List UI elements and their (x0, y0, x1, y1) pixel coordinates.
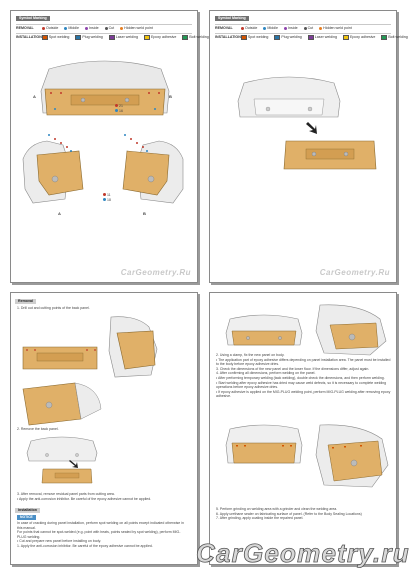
inside-marker-icon (284, 27, 287, 30)
removed-panel-illustration (41, 467, 93, 485)
install-step-2: 2. Using a clamp, fix the new panel on body. (216, 353, 285, 357)
count-marker-icon (103, 198, 106, 201)
hidden-weld-marker-icon (120, 27, 123, 30)
install-step-2a: • The application part of epoxy adhesive differs depending on panel installation area. The panel must be installed to the body before epoxy adhesive dries. (216, 357, 391, 367)
removal-step-2: 2. Remove the back panel. (17, 427, 59, 431)
notice-header: NOTICE (17, 515, 36, 520)
welded-side-illustration (300, 421, 390, 491)
legend-removal-label: REMOVAL (16, 26, 34, 30)
epoxy-marker-icon (343, 35, 349, 40)
bolt-weld-marker-icon (182, 35, 188, 40)
count-marker-icon (115, 109, 118, 112)
bolt-weld-marker-icon (381, 35, 387, 40)
count-marker-icon (103, 193, 106, 196)
installation-section-header: Installation (15, 508, 40, 513)
new-back-panel-illustration (282, 135, 378, 175)
install-step-4a: • After performing temporary welding (tack welding), double check the dimensions, and then perform welding. (216, 375, 385, 380)
legend-install-item: Plug welding (281, 35, 302, 39)
legend-removal-item: Inside (88, 26, 99, 30)
weld-count: 16 (119, 108, 123, 113)
legend-header: Symbol Marking (215, 16, 249, 21)
body-without-panel-illustration (234, 69, 344, 125)
side-section-illustration (300, 301, 390, 357)
watermark: CarGeometry.Ru (120, 268, 191, 277)
watermark: CarGeometry.Ru (319, 268, 390, 277)
legend-removal-item: Hidden weld point (124, 26, 153, 30)
cut-marker-icon (304, 27, 307, 30)
plug-weld-marker-icon (75, 35, 81, 40)
legend-install-item: Bolt welding (189, 35, 209, 39)
removal-step-3-group (17, 492, 189, 501)
install-steps-group-2 (216, 507, 392, 521)
legend-install-item: Laser welding (115, 35, 138, 39)
notice-text-2: For points that cannot be spot-welded (e.g. point with heats, points sealed by spot welding), perform MIG-PLUG welding. (17, 530, 181, 539)
install-step-prep: • Cut and prepare new panel before installing on body. (17, 539, 102, 544)
outside-marker-icon (42, 27, 45, 30)
removal-step-3b: • Apply the anti-corrosion inhibitor. Be careful of the epoxy adhesive cannot be applied. (17, 496, 152, 501)
legend-removal-item: Middle (267, 26, 278, 30)
legend-removal-item: Middle (68, 26, 79, 30)
legend-header: Symbol Marking (16, 16, 50, 21)
weld-count-group-lower (103, 193, 111, 202)
laser-weld-marker-icon (308, 35, 314, 40)
legend-install-item: Spot welding (48, 35, 70, 39)
legend-removal-item: Cut (108, 26, 115, 30)
panel-removal-body-illustration (25, 433, 99, 463)
removal-step-3: 3. After removal, remove residual panel parts from cutting area. (17, 492, 115, 496)
notice-text: In case of cracking during panel installation, perform spot welding on all points except indicated otherwise in this manual. (17, 521, 184, 530)
legend-install-item: Plug welding (82, 35, 103, 39)
install-step-4c: • If epoxy adhesive is applied on the MIG-PLUG welding point, perform MIG-PLUG welding after removing epoxy adhesive. (216, 389, 391, 399)
back-panel-rear-view-illustration (31, 49, 179, 129)
legend-removal-item: Hidden weld point (323, 26, 352, 30)
notice-body (17, 521, 189, 549)
weld-count: 11 (107, 193, 111, 197)
manual-page-1 (10, 10, 209, 283)
detail-b-illustration (107, 129, 191, 211)
epoxy-marker-icon (144, 35, 150, 40)
spot-weld-marker-icon (42, 35, 48, 40)
view-label-a: A (33, 94, 36, 99)
watermark-large: CarGeometry.ru (196, 538, 410, 568)
legend-removal-item: Cut (307, 26, 314, 30)
side-detail-illustration (19, 379, 105, 429)
install-step-1: 1. Apply the anti-corrosion inhibitor. Be careful of the epoxy adhesive cannot be applied. (17, 543, 153, 548)
install-step-3: 3. Check the dimensions of the new panel and the lower floor. If the dimensions differ, adjust again. (216, 366, 370, 371)
arrow-down-icon (306, 121, 318, 135)
detail-a-illustration (19, 129, 99, 211)
middle-marker-icon (64, 27, 67, 30)
legend-installation-row (215, 35, 408, 40)
weld-count: 21 (119, 104, 123, 108)
spot-weld-marker-icon (241, 35, 247, 40)
manual-page-4 (209, 292, 397, 565)
detail-label-b: B (143, 211, 146, 216)
install-step-7: 7. After grinding, apply coating inside the repaired panel. (216, 516, 304, 521)
legend-install-item: Laser welding (314, 35, 337, 39)
legend-removal-row (16, 26, 192, 31)
inside-marker-icon (85, 27, 88, 30)
legend-install-item: Spot welding (247, 35, 269, 39)
legend-removal-row (215, 26, 391, 31)
legend-installation-label: INSTALLATION (16, 35, 42, 39)
plug-weld-marker-icon (274, 35, 280, 40)
weld-count: 18 (107, 197, 111, 202)
legend-install-item: Bolt welding (388, 35, 408, 39)
symbol-legend (16, 16, 209, 40)
welded-panel-illustration (224, 421, 304, 469)
count-marker-icon (115, 104, 118, 107)
manual-page-3 (10, 292, 198, 565)
cut-marker-icon (105, 27, 108, 30)
removal-step-1: 1. Drill out and cutting points of the back panel. (17, 306, 90, 310)
weld-count-group (115, 104, 123, 113)
legend-removal-item: Outside (46, 26, 59, 30)
install-step-4: 4. After confirming all dimensions, perform welding on the panel. (216, 371, 316, 376)
legend-removal-item: Inside (287, 26, 298, 30)
legend-install-item: Epoxy adhesive (349, 35, 376, 39)
legend-removal-item: Outside (245, 26, 258, 30)
detail-label-a: A (58, 211, 61, 216)
drill-points-illustration (17, 315, 189, 381)
install-step-6: 6. Apply urethane sealer on fabricating surface of panel. (Refer to the Body Sealing Locations) (216, 511, 362, 516)
install-step-4b: • Start welding after epoxy adhesive has dried may cause weld defects, so it is necessary to complete welding operations before epoxy adhesive dries. (216, 380, 387, 390)
symbol-legend (215, 16, 408, 40)
install-steps-group-1 (216, 353, 392, 399)
laser-weld-marker-icon (109, 35, 115, 40)
legend-installation-label: INSTALLATION (215, 35, 241, 39)
view-label-b: B (169, 94, 172, 99)
legend-removal-label: REMOVAL (215, 26, 233, 30)
legend-installation-row (16, 35, 209, 40)
legend-install-item: Epoxy adhesive (150, 35, 177, 39)
hidden-weld-marker-icon (319, 27, 322, 30)
install-step-5: 5. Perform grinding on welding area with a grinder and clean the welding area. (216, 507, 338, 511)
middle-marker-icon (263, 27, 266, 30)
outside-marker-icon (241, 27, 244, 30)
manual-page-2 (209, 10, 408, 283)
clamped-panel-illustration (224, 311, 304, 351)
removal-section-header: Removal (15, 299, 36, 304)
